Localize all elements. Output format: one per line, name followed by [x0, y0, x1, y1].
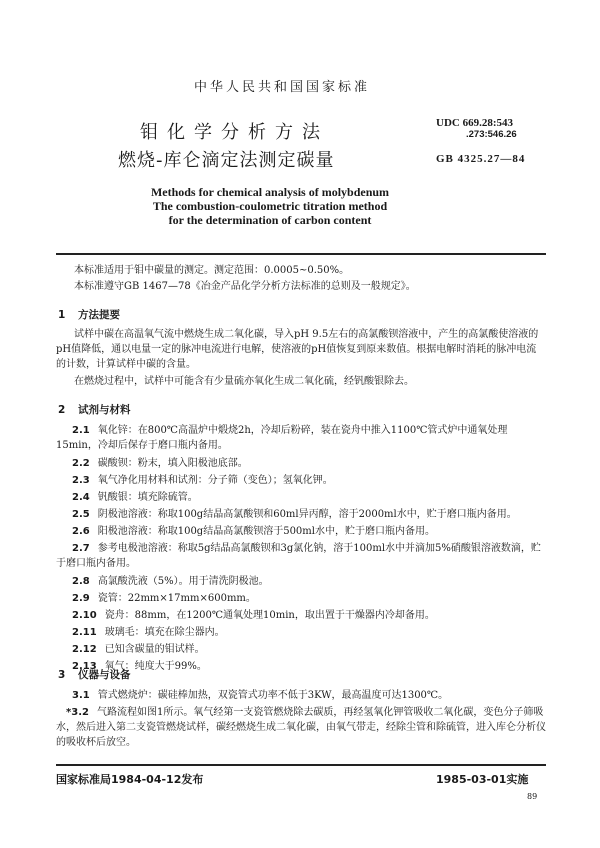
section-3-heading [58, 667, 131, 682]
section-1-heading [58, 307, 120, 322]
section-number: 3 [58, 669, 66, 681]
list-item: 2.10 瓷舟：88mm，在1200℃通氧处理10min，取出置于干燥器内冷却备用。 [72, 610, 435, 621]
intro-compliance: 本标准遵守GB 1467—78《冶金产品化学分析方法标准的总则及一般规定》。 [74, 281, 416, 292]
section-1-paragraph-1: 试样中碳在高温氧气流中燃烧生成二氧化碳，导入pH 9.5左右的高氯酸钡溶液中，产生的高氯酸使溶液的pH值降低，通以电量一定的脉冲电流进行电解，使溶液的pH值恢复到原来数值。根据电解时消耗的脉冲电流的计数，计算试样中碳的含量。 [56, 329, 539, 370]
english-title-line3: for the determination of carbon content [168, 213, 372, 227]
list-item: 3.1 管式燃烧炉：碳硅棒加热，双瓷管式功率不低于3KW，最高温度可达1300℃。 [72, 690, 449, 701]
page-number: 89 [527, 792, 538, 801]
list-item: 2.11 玻璃毛：填充在除尘器内。 [72, 627, 225, 638]
gb-number: GB 4325.27—84 [436, 153, 526, 165]
section-title: 仪器与设备 [78, 669, 131, 681]
english-title-line2: The combustion-coulometric titration method [152, 199, 388, 213]
header-divider [56, 253, 546, 255]
list-item: *3.2 气路流程如图1所示。氧气经第一支瓷管燃烧除去碳质，再经氢氧化钾管吸收二氧化碳，变色分子筛吸水，然后进入第二支瓷管燃烧试样，碳经燃烧生成二氧化碳，由氧气带走，经除尘管和除硫管，进入库仑分析仪的吸收杯后放空。 [56, 707, 546, 748]
section-title: 方法提要 [78, 309, 120, 321]
list-item: 2.4 钒酸银：填充除硫管。 [72, 492, 198, 503]
udc-code [436, 117, 517, 141]
list-item: 2.9 瓷管：22mm×17mm×600mm。 [72, 593, 256, 604]
document-title-line2: 燃烧-库仑滴定法测定碳量 [118, 150, 335, 171]
list-item: 2.6 阳极池溶液：称取100g结晶高氯酸钡溶于500ml水中，贮于磨口瓶内备用。 [72, 526, 435, 537]
list-item: 2.7 参考电极池溶液：称取5g结晶高氯酸钡和3g氯化钠，溶于100ml水中并滴加5%硝酸银溶液数滴，贮于磨口瓶内备用。 [56, 543, 541, 569]
english-title-line1: Methods for chemical analysis of molybdenum [150, 185, 390, 199]
list-item: 2.3 氧气净化用材料和试剂：分子筛（变色）；氢氧化钾。 [72, 475, 333, 486]
udc-line2: .273:546.26 [466, 129, 517, 140]
issue-date: 国家标准局1984-04-12发布 [56, 773, 204, 786]
footer-divider [56, 764, 546, 766]
list-item: 2.5 阴极池溶液：称取100g结晶高氯酸钡和60ml异丙醇，溶于2000ml水中，贮于磨口瓶内备用。 [72, 509, 517, 520]
section-title: 试剂与材料 [78, 404, 131, 416]
section-1-paragraph-2: 在燃烧过程中，试样中可能含有少量硫亦氧化生成二氧化硫，经钒酸银除去。 [74, 376, 414, 387]
udc-line1: UDC 669.28:543 [436, 117, 513, 129]
english-title [0, 185, 570, 227]
list-item: 2.13 氧气：纯度大于99%。 [72, 661, 207, 672]
intro-scope: 本标准适用于钼中碳量的测定。测定范围：0.0005~0.50%。 [74, 265, 350, 276]
section-2-heading [58, 402, 131, 417]
list-item: 2.12 已知含碳量的钼试样。 [72, 644, 205, 655]
national-standard-label: 中华人民共和国国家标准 [193, 80, 370, 95]
section-number: 2 [58, 404, 66, 416]
effective-date: 1985-03-01实施 [436, 773, 529, 786]
list-item: 2.1 氧化锌：在800℃高温炉中煅烧2h，冷却后粉碎，装在瓷舟中推入1100℃管式炉中通氧处理15min，冷却后保存于磨口瓶内备用。 [56, 425, 508, 451]
list-item: 2.8 高氯酸洗液（5%）。用于清洗阴极池。 [72, 576, 269, 587]
list-item: 2.2 碳酸钡：粉末，填入阳极池底部。 [72, 458, 248, 469]
document-title-line1: 钼化学分析方法 [140, 122, 329, 143]
section-number: 1 [58, 309, 66, 321]
